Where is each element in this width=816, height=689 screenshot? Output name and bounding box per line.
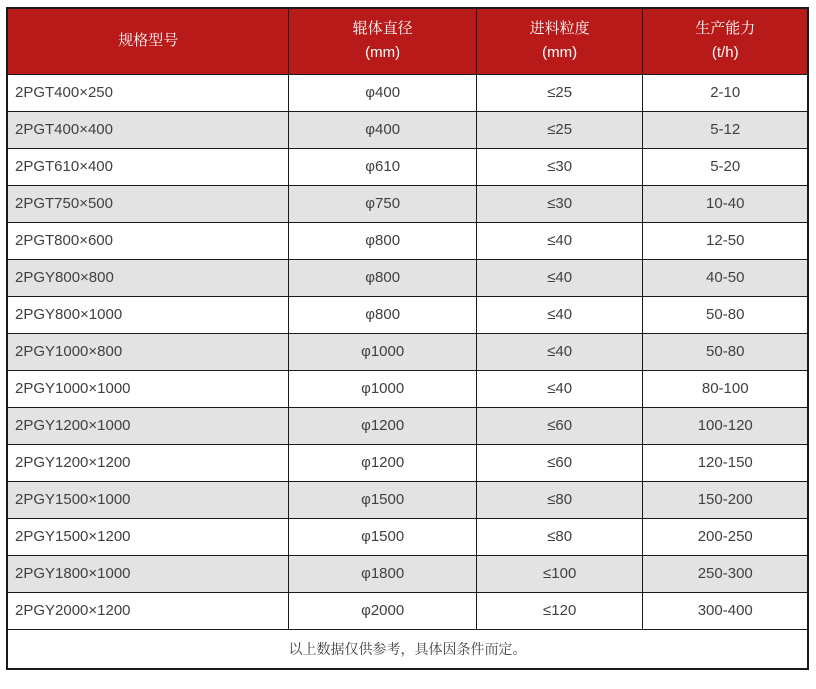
cell-capacity: 80-100 [643, 370, 808, 407]
cell-roller-diameter: φ1200 [289, 407, 476, 444]
header-cell-capacity [643, 8, 808, 74]
cell-feed-size: ≤40 [476, 222, 643, 259]
cell-capacity: 150-200 [643, 481, 808, 518]
header-label: 进料粒度 [529, 20, 590, 38]
cell-capacity: 50-80 [643, 333, 808, 370]
table-header [7, 8, 808, 74]
cell-feed-size: ≤30 [476, 148, 643, 185]
cell-roller-diameter: φ1000 [289, 370, 476, 407]
cell-capacity: 300-400 [643, 592, 808, 629]
table-row [7, 74, 808, 111]
cell-model: 2PGT400×250 [7, 74, 289, 111]
cell-roller-diameter: φ610 [289, 148, 476, 185]
cell-roller-diameter: φ1000 [289, 333, 476, 370]
cell-roller-diameter: φ2000 [289, 592, 476, 629]
cell-feed-size: ≤30 [476, 185, 643, 222]
cell-roller-diameter: φ1500 [289, 518, 476, 555]
table-row [7, 555, 808, 592]
header-unit: (t/h) [711, 44, 739, 62]
cell-model: 2PGY1500×1000 [7, 481, 289, 518]
cell-capacity: 120-150 [643, 444, 808, 481]
table-header-row [7, 8, 808, 74]
cell-model: 2PGY1500×1200 [7, 518, 289, 555]
header-label: 生产能力 [695, 20, 756, 38]
cell-roller-diameter: φ800 [289, 222, 476, 259]
cell-feed-size: ≤60 [476, 407, 643, 444]
cell-roller-diameter: φ400 [289, 74, 476, 111]
cell-capacity: 12-50 [643, 222, 808, 259]
cell-model: 2PGY1200×1200 [7, 444, 289, 481]
cell-feed-size: ≤40 [476, 370, 643, 407]
table-footer [7, 629, 808, 669]
cell-model: 2PGY1000×800 [7, 333, 289, 370]
table-row [7, 518, 808, 555]
cell-roller-diameter: φ1500 [289, 481, 476, 518]
table-row [7, 407, 808, 444]
cell-model: 2PGY1200×1000 [7, 407, 289, 444]
cell-model: 2PGT610×400 [7, 148, 289, 185]
cell-roller-diameter: φ1200 [289, 444, 476, 481]
table-row [7, 370, 808, 407]
header-cell-model [7, 8, 289, 74]
header-unit: (mm) [542, 44, 578, 62]
cell-capacity: 40-50 [643, 259, 808, 296]
header-unit: (mm) [365, 44, 401, 62]
cell-model: 2PGT800×600 [7, 222, 289, 259]
cell-model: 2PGY1000×1000 [7, 370, 289, 407]
cell-roller-diameter: φ800 [289, 296, 476, 333]
cell-capacity: 5-12 [643, 111, 808, 148]
header-label: 规格型号 [118, 32, 179, 50]
cell-feed-size: ≤40 [476, 333, 643, 370]
table-row [7, 592, 808, 629]
cell-feed-size: ≤25 [476, 74, 643, 111]
table-row [7, 259, 808, 296]
cell-roller-diameter: φ1800 [289, 555, 476, 592]
table-body [7, 74, 808, 629]
cell-roller-diameter: φ750 [289, 185, 476, 222]
cell-roller-diameter: φ800 [289, 259, 476, 296]
cell-capacity: 200-250 [643, 518, 808, 555]
cell-capacity: 250-300 [643, 555, 808, 592]
cell-capacity: 2-10 [643, 74, 808, 111]
header-cell-roller-diameter [289, 8, 476, 74]
cell-feed-size: ≤40 [476, 259, 643, 296]
cell-model: 2PGY1800×1000 [7, 555, 289, 592]
cell-feed-size: ≤100 [476, 555, 643, 592]
cell-feed-size: ≤80 [476, 518, 643, 555]
table-row [7, 481, 808, 518]
spec-table [6, 7, 809, 670]
cell-feed-size: ≤120 [476, 592, 643, 629]
header-cell-feed-size [476, 8, 643, 74]
table-row [7, 296, 808, 333]
cell-roller-diameter: φ400 [289, 111, 476, 148]
cell-feed-size: ≤60 [476, 444, 643, 481]
cell-capacity: 50-80 [643, 296, 808, 333]
footer-note: 以上数据仅供参考，具体因条件而定。 [7, 629, 808, 669]
footer-row [7, 629, 808, 669]
table-row [7, 222, 808, 259]
table-row [7, 185, 808, 222]
cell-capacity: 100-120 [643, 407, 808, 444]
cell-model: 2PGT400×400 [7, 111, 289, 148]
cell-model: 2PGT750×500 [7, 185, 289, 222]
cell-model: 2PGY800×1000 [7, 296, 289, 333]
cell-feed-size: ≤25 [476, 111, 643, 148]
table-row [7, 148, 808, 185]
cell-capacity: 5-20 [643, 148, 808, 185]
table-row [7, 111, 808, 148]
header-label: 辊体直径 [352, 20, 413, 38]
cell-model: 2PGY2000×1200 [7, 592, 289, 629]
cell-feed-size: ≤80 [476, 481, 643, 518]
table-row [7, 333, 808, 370]
cell-feed-size: ≤40 [476, 296, 643, 333]
cell-capacity: 10-40 [643, 185, 808, 222]
table-row [7, 444, 808, 481]
cell-model: 2PGY800×800 [7, 259, 289, 296]
